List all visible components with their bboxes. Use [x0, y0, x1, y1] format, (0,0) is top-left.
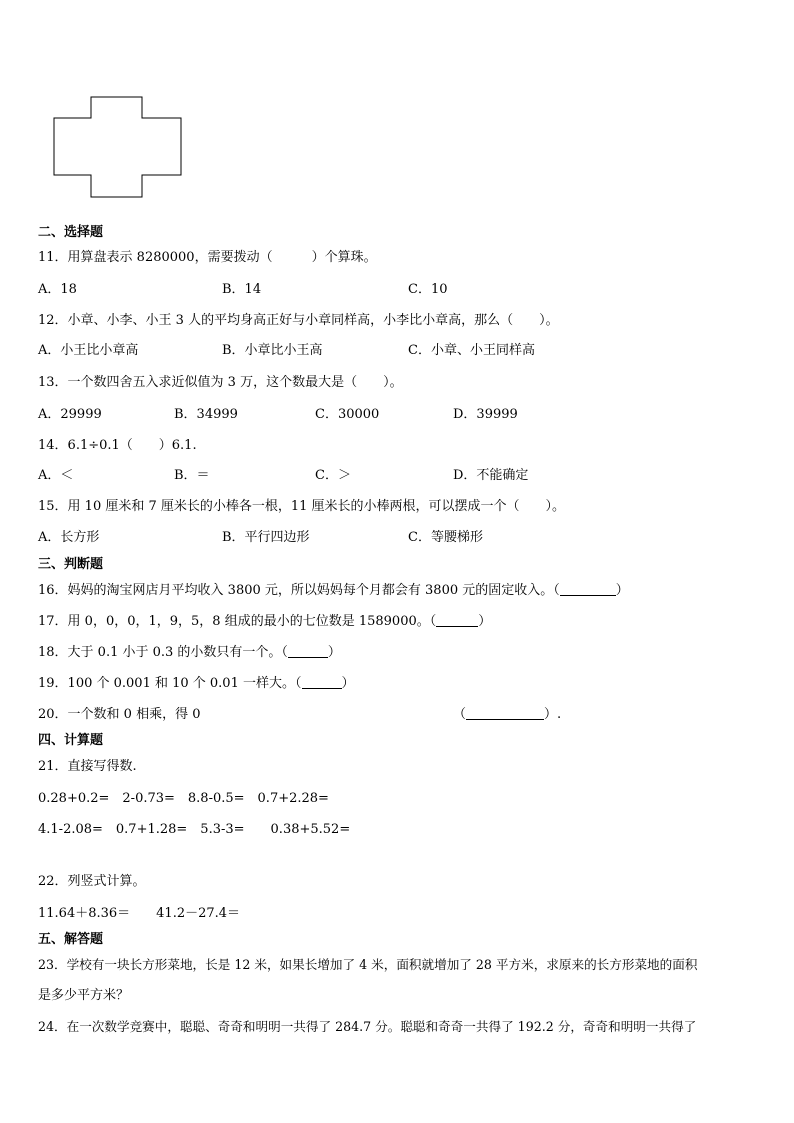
q18-text: 18．大于 0.1 小于 0.3 的小数只有一个。（ — [38, 645, 288, 660]
q17-answer-blank[interactable] — [436, 614, 478, 627]
q19-text: 19．100 个 0.001 和 10 个 0.01 一样大。（ — [38, 676, 302, 691]
q13-option-a: A．29999 — [38, 407, 102, 422]
q14-option-d: D．不能确定 — [453, 468, 529, 483]
q18-close: ） — [327, 645, 341, 660]
q17-text: 17．用 0，0，0，1，9，5，8 组成的最小的七位数是 1589000。（ — [38, 614, 437, 629]
q19-close: ） — [341, 676, 355, 691]
q15-option-a: A．长方形 — [38, 530, 100, 545]
question-11: 11．用算盘表示 8280000，需要拨动（ ）个算珠。 — [38, 250, 377, 265]
question-15: 15．用 10 厘米和 7 厘米长的小棒各一根，11 厘米长的小棒两根，可以摆成一个（ ）。 — [38, 499, 566, 514]
q13-option-c: C．30000 — [315, 407, 380, 422]
q13-option-b: B．34999 — [174, 407, 238, 422]
q20-close: ）. — [544, 707, 562, 722]
section-heading-solve: 五、解答题 — [38, 932, 104, 947]
question-19 — [38, 676, 355, 692]
q20-open: （ — [453, 707, 467, 722]
q15-option-c: C．等腰梯形 — [408, 530, 483, 545]
question-23-line-2: 是多少平方米？ — [38, 988, 130, 1003]
q12-option-a: A．小王比小章高 — [38, 343, 139, 358]
question-21: 21．直接写得数. — [38, 759, 137, 774]
question-22: 22．列竖式计算。 — [38, 874, 146, 889]
q20-answer-blank[interactable] — [466, 707, 544, 720]
section-heading-judge: 三、判断题 — [38, 557, 104, 572]
q14-option-c: C．＞ — [315, 468, 351, 483]
q16-answer-blank[interactable] — [560, 583, 616, 596]
question-20: 20．一个数和 0 相乘，得 0 — [38, 707, 201, 722]
question-14: 14．6.1÷0.1（ ）6.1. — [38, 438, 197, 453]
question-16 — [38, 583, 629, 599]
q18-answer-blank[interactable] — [288, 645, 328, 658]
q11-option-c: C．10 — [408, 282, 448, 297]
q11-option-a: A．18 — [38, 282, 77, 297]
question-18 — [38, 645, 341, 661]
question-24-line-1: 24．在一次数学竞赛中，聪聪、奇奇和明明一共得了 284.7 分。聪聪和奇奇一共得了 192.2 分，奇奇和明明一共得了 — [38, 1019, 697, 1034]
q16-close: ） — [615, 583, 629, 598]
q14-option-a: A．＜ — [38, 468, 74, 483]
q12-option-c: C．小章、小王同样高 — [408, 343, 535, 358]
q15-option-b: B．平行四边形 — [222, 530, 310, 545]
q16-text: 16．妈妈的淘宝网店月平均收入 3800 元，所以妈妈每个月都会有 3800 元的固定收入。（ — [38, 583, 560, 598]
q22-row: 11.64＋8.36＝ 41.2－27.4＝ — [38, 906, 241, 921]
q12-option-b: B．小章比小王高 — [222, 343, 323, 358]
q21-row-2: 4.1-2.08= 0.7+1.28= 5.3-3= 0.38+5.52= — [38, 822, 351, 837]
q13-option-d: D．39999 — [453, 407, 518, 422]
section-heading-calc: 四、计算题 — [38, 733, 104, 748]
q21-row-1: 0.28+0.2= 2-0.73= 8.8-0.5= 0.7+2.28= — [38, 791, 329, 806]
q11-option-b: B．14 — [222, 282, 262, 297]
q14-option-b: B．＝ — [174, 468, 210, 483]
question-17 — [38, 614, 491, 630]
question-23-line-1: 23．学校有一块长方形菜地，长是 12 米，如果长增加了 4 米，面积就增加了 28 平方米，求原来的长方形菜地的面积 — [38, 957, 698, 972]
q17-close: ） — [478, 614, 492, 629]
section-heading-choice: 二、选择题 — [38, 225, 104, 240]
q19-answer-blank[interactable] — [302, 676, 342, 689]
question-13: 13．一个数四舍五入求近似值为 3 万，这个数最大是（ ）。 — [38, 375, 403, 390]
q20-answer-group — [453, 707, 561, 723]
cross-shape-figure — [52, 96, 184, 200]
question-12: 12．小章、小李、小王 3 人的平均身高正好与小章同样高，小李比小章高，那么（ ）。 — [38, 313, 559, 328]
